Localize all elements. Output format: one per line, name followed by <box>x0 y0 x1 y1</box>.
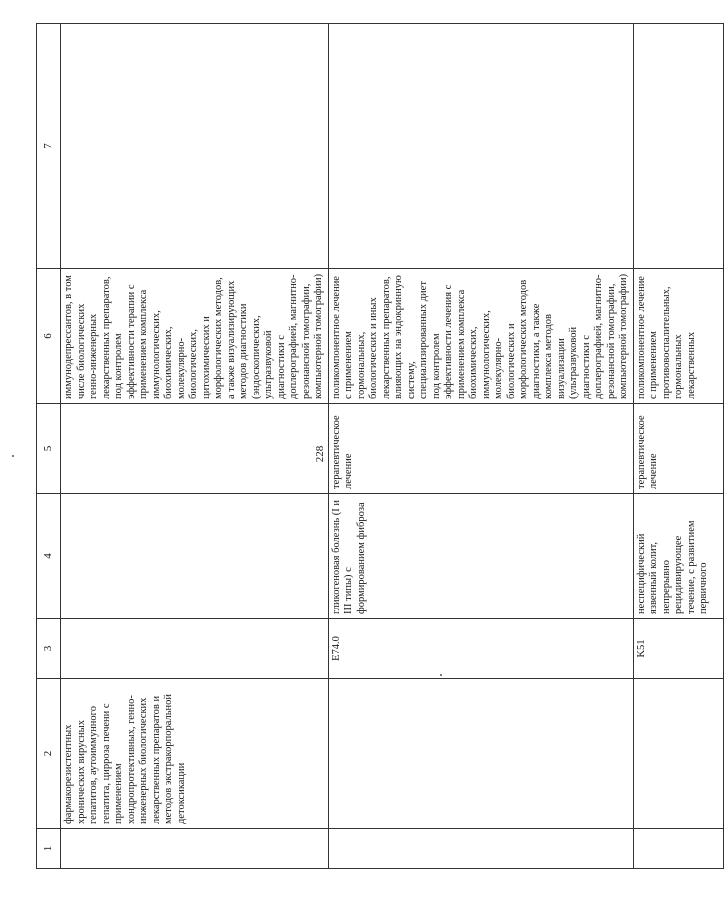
column-header: 2 <box>37 679 61 829</box>
table-cell <box>633 24 723 269</box>
table-cell: фармакорезистентных хронических вирусных гепатитов, аутоиммунного гепатита, цирроза печени с применением хондропротективных, генно-инженерных биологических лекарственных препаратов и методов экстракорпоральной детоксикации <box>61 679 329 829</box>
table-cell: иммунодепрессантов, в том числе биологических генно-инженерных лекарственных препаратов, под контролем эффективности терапии с применением комплекса иммунологических, биохимических, молекулярно-биологических, цитохимических и морфологических методов, а также визуализирующих методов диагностики (эндоскопических, ультразвуковой диагностики с доплерографией, магнитно-резонансной томографии, компьютерной томографии) <box>61 269 329 404</box>
table-cell: поликомпонентное лечение с применением гормональных, биологических и иных лекарственных препаратов, влияющих на эндокринную систему, специализированных диет под контролем эффективности лечения с применением комплекса биохимических, иммунологических, молекулярно-биологических и морфологических методов диагностики, а также комплекса методов визуализации (ультразвуковой диагностики с доплерографией, магнитно-резонансной томографии, компьютерной томографии) <box>328 269 633 404</box>
table-cell <box>633 679 723 829</box>
table-cell <box>61 494 329 619</box>
table-row <box>61 24 329 869</box>
header-row <box>37 24 61 869</box>
column-header: 1 <box>37 829 61 869</box>
table-cell <box>61 404 329 494</box>
table-row <box>633 24 723 869</box>
table-cell <box>328 679 633 829</box>
column-header: 5 <box>37 404 61 494</box>
column-header: 4 <box>37 494 61 619</box>
table-cell <box>328 829 633 869</box>
scan-artifact-dot <box>12 455 14 457</box>
table-cell: неспецифический язвенный колит, непрерывно рецидивирующее течение, с развитием первичного <box>633 494 723 619</box>
table-cell <box>61 829 329 869</box>
page-number: 228 <box>314 445 326 463</box>
table-cell <box>633 829 723 869</box>
table-cell: гликогеновая болезнь (I и III типы) с формированием фиброза <box>328 494 633 619</box>
column-header: 6 <box>37 269 61 404</box>
table-cell: терапевтическое лечение <box>633 404 723 494</box>
table-cell <box>328 24 633 269</box>
column-header: 7 <box>37 24 61 269</box>
procedure-table <box>36 23 724 869</box>
table-cell: K51 <box>633 619 723 679</box>
rotated-page <box>36 24 709 869</box>
table-cell <box>61 619 329 679</box>
table-cell: E74.0 <box>328 619 633 679</box>
column-header: 3 <box>37 619 61 679</box>
table-row <box>328 24 633 869</box>
table-cell <box>61 24 329 269</box>
table-cell: поликомпонентное лечение с применением противовоспалительных, гормональных лекарственных <box>633 269 723 404</box>
table-cell: терапевтическое лечение <box>328 404 633 494</box>
